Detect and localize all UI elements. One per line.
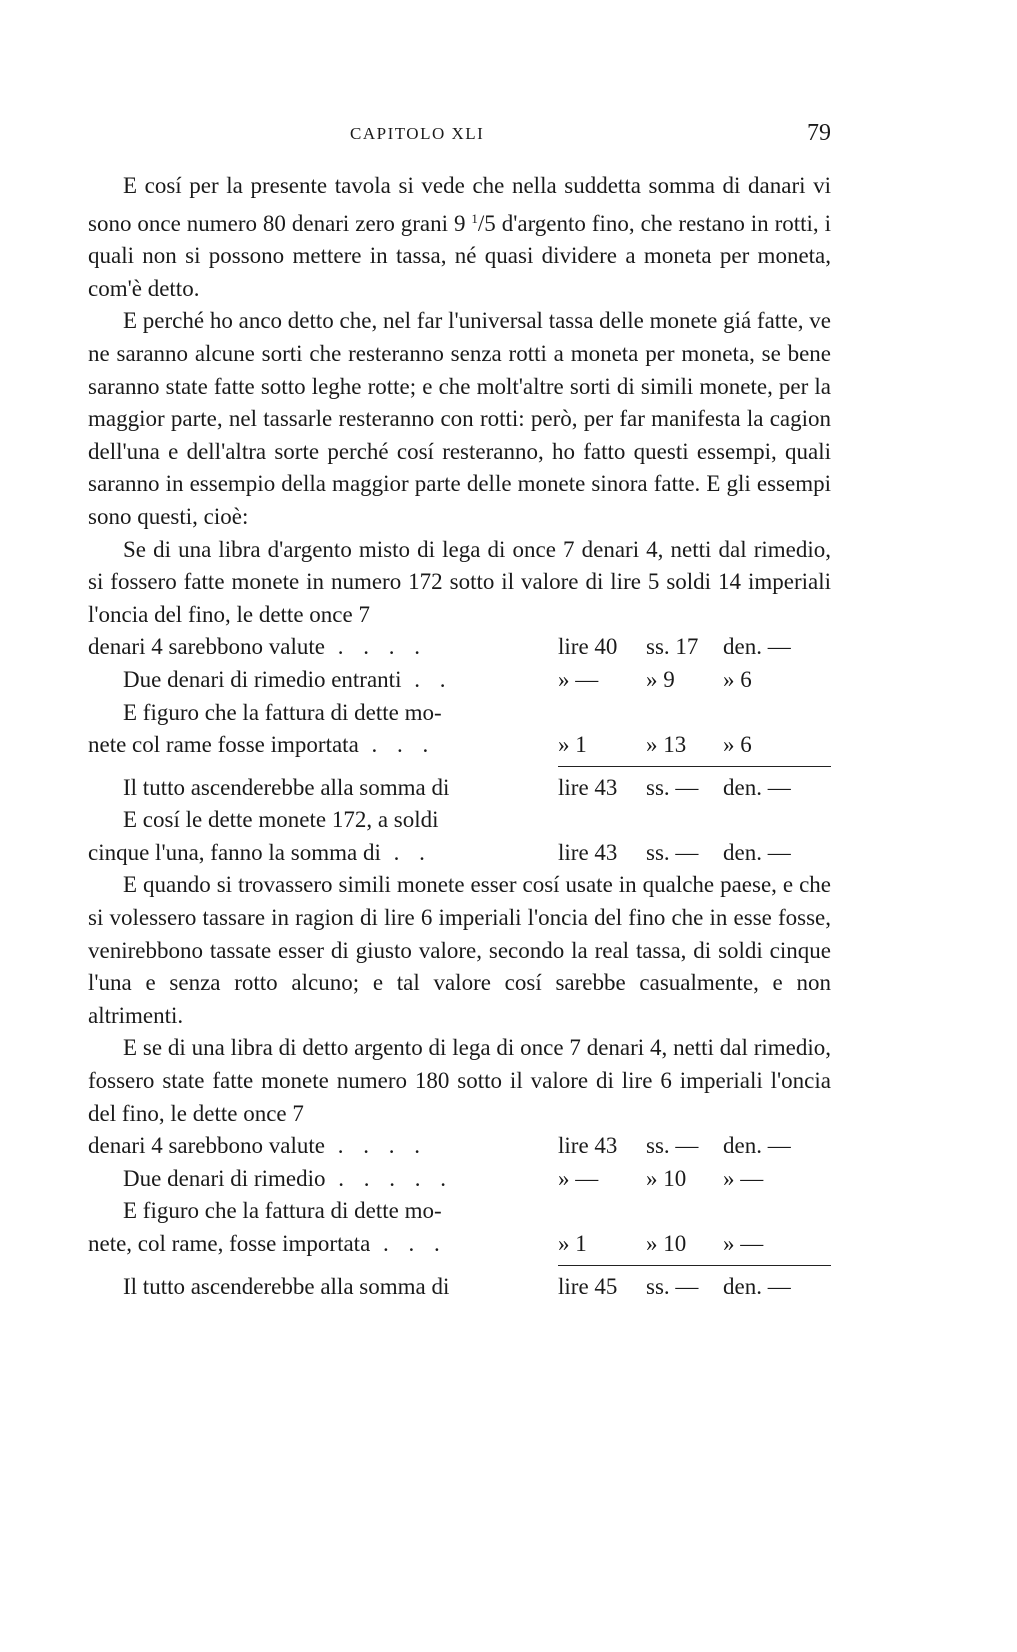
row-label	[88, 729, 550, 762]
row-amount	[558, 837, 831, 870]
amount-lire: lire 43	[558, 839, 618, 865]
row-label	[123, 804, 550, 837]
table-row	[88, 664, 831, 697]
amount-lire: » —	[558, 1165, 599, 1191]
paragraph	[88, 170, 831, 305]
leader-dots: . . .	[358, 732, 436, 758]
amount-lire: lire 40	[558, 634, 618, 660]
paragraph: Se di una libra d'argento misto di lega di once 7 denari 4, netti dal rimedio, si fossero fatte monete in numero 172 sotto il valore di lire 5 soldi 14 imperiali l'oncia del fino, le dette once 7	[88, 536, 831, 627]
leader-dots: . . . . .	[325, 1165, 453, 1191]
amount-soldi: » 9	[646, 666, 675, 692]
row-label-text: Due denari di rimedio entranti	[123, 666, 402, 692]
paragraph: E se di una libra di detto argento di lega di once 7 denari 4, netti dal rimedio, fossero state fatte monete numero 180 sotto il valore di lire 6 imperiali l'oncia del fino, le dette once 7	[88, 1035, 831, 1126]
body-text	[88, 170, 831, 1303]
row-amount	[558, 1195, 831, 1228]
paragraph-text: E cosí per la presente tavola si vede che nella suddetta somma di danari vi sono once numero 80 denari zero grani 9	[88, 173, 831, 236]
row-label-text: nete col rame fosse importata	[88, 732, 359, 758]
row-amount	[558, 1130, 831, 1163]
amount-soldi: » 10	[646, 1231, 687, 1256]
amount-denari: » 6	[723, 666, 752, 692]
amount-soldi: ss. —	[646, 774, 699, 800]
amount-denari: » —	[723, 1165, 764, 1191]
amount-lire: lire 45	[558, 1273, 618, 1299]
leader-dots: . .	[380, 839, 432, 865]
table-row	[88, 1130, 831, 1163]
amount-denari: » 6	[723, 732, 752, 758]
row-label-text: denari 4 sarebbono valute	[88, 634, 325, 660]
row-amount	[558, 772, 831, 805]
amount-denari: den. —	[723, 839, 791, 865]
table-row	[88, 1228, 831, 1261]
table-spacer	[88, 1261, 831, 1271]
row-amount	[558, 804, 831, 837]
amount-denari: den. —	[723, 1133, 791, 1159]
amount-soldi: ss. 17	[646, 634, 699, 660]
row-label-text: E figuro che la fattura di dette mo-	[123, 1198, 442, 1224]
table-row	[88, 837, 831, 870]
row-label	[123, 1271, 550, 1304]
amount-soldi: » 13	[646, 732, 687, 758]
calculation-total	[88, 1261, 831, 1304]
table-row	[88, 1271, 831, 1304]
row-amount	[558, 1271, 831, 1304]
leader-dots: . . . .	[324, 634, 427, 660]
row-label-text: E cosí le dette monete 172, a soldi	[123, 807, 439, 833]
row-amount	[558, 631, 831, 664]
amount-soldi: ss. —	[646, 1273, 699, 1299]
amount-soldi: » 10	[646, 1165, 687, 1191]
table-row	[88, 729, 831, 762]
leader-dots: . .	[401, 666, 453, 692]
row-label	[88, 631, 550, 664]
row-label	[123, 1163, 550, 1196]
row-label-text: nete, col rame, fosse importata	[88, 1231, 371, 1256]
leader-dots: . . .	[370, 1231, 447, 1256]
row-label-text: Il tutto ascenderebbe alla somma di	[123, 774, 450, 800]
row-label	[123, 697, 550, 730]
row-label	[123, 772, 550, 805]
paragraph-text: /5 d'argento fino, che restano in rotti, i quali non si possono mettere in tassa, né quasi dividere a moneta per moneta, com'è detto.	[88, 210, 831, 301]
page-number: 79	[807, 120, 831, 146]
row-amount	[558, 729, 831, 762]
amount-lire: lire 43	[558, 774, 618, 800]
row-amount	[558, 664, 831, 697]
table-spacer	[88, 762, 831, 772]
row-label	[88, 837, 550, 870]
row-amount	[558, 1163, 831, 1196]
row-label	[123, 664, 550, 697]
leader-dots: . . . .	[324, 1133, 427, 1159]
table-row	[88, 1163, 831, 1196]
row-label-text: denari 4 sarebbono valute	[88, 1133, 325, 1159]
amount-soldi: ss. —	[646, 839, 699, 865]
table-row	[88, 804, 831, 837]
amount-denari: den. —	[723, 774, 791, 800]
page-header	[88, 120, 831, 152]
row-label-text: Due denari di rimedio	[123, 1165, 326, 1191]
row-label-text: E figuro che la fattura di dette mo-	[123, 699, 442, 725]
amount-soldi: ss. —	[646, 1133, 699, 1159]
row-label	[88, 1130, 550, 1163]
table-row	[88, 1195, 831, 1228]
calculation-table	[88, 1130, 831, 1260]
table-row	[88, 697, 831, 730]
amount-lire: » —	[558, 666, 599, 692]
calculation-table	[88, 631, 831, 761]
table-row	[88, 772, 831, 805]
amount-denari: den. —	[723, 1273, 791, 1299]
table-row	[88, 631, 831, 664]
row-label	[88, 1228, 550, 1261]
sum-rule	[558, 1265, 831, 1266]
superscript: 1	[471, 210, 478, 226]
amount-lire: lire 43	[558, 1133, 618, 1159]
amount-lire: » 1	[558, 732, 587, 758]
amount-lire: » 1	[558, 1231, 587, 1256]
row-amount	[558, 1228, 831, 1261]
paragraph: E perché ho anco detto che, nel far l'universal tassa delle monete giá fatte, ve ne saranno alcune sorti che resteranno senza rotti a moneta per moneta, se bene saranno state fatte sotto leghe rotte; e che molt'altre sorti di simili monete, per la maggior parte, nel tassarle resteranno con rotti: però, per far manifesta la cagion dell'una e dell'altra sorte perché cosí resteranno, ho fatto questi essempi, quali saranno in essempio della maggior parte delle monete sinora fatte. E gli essempi sono questi, cioè:	[88, 308, 831, 529]
calculation-total	[88, 762, 831, 870]
amount-denari: » —	[723, 1231, 764, 1256]
row-amount	[558, 697, 831, 730]
row-label	[123, 1195, 550, 1228]
row-label-text: Il tutto ascenderebbe alla somma di	[123, 1273, 450, 1299]
row-label-text: cinque l'una, fanno la somma di	[88, 839, 381, 865]
running-head: CAPITOLO XLI	[350, 124, 485, 143]
paragraph: E quando si trovassero simili monete esser cosí usate in qualche paese, e che si volessero tassare in ragion di lire 6 imperiali l'oncia del fino che in esse fosse, venirebbono tassate esser di giusto valore, secondo la real tassa, di soldi cinque l'una e senza rotto alcuno; e tal valore cosí sarebbe casualmente, e non altrimenti.	[88, 872, 831, 1028]
amount-denari: den. —	[723, 634, 791, 660]
sum-rule	[558, 766, 831, 767]
